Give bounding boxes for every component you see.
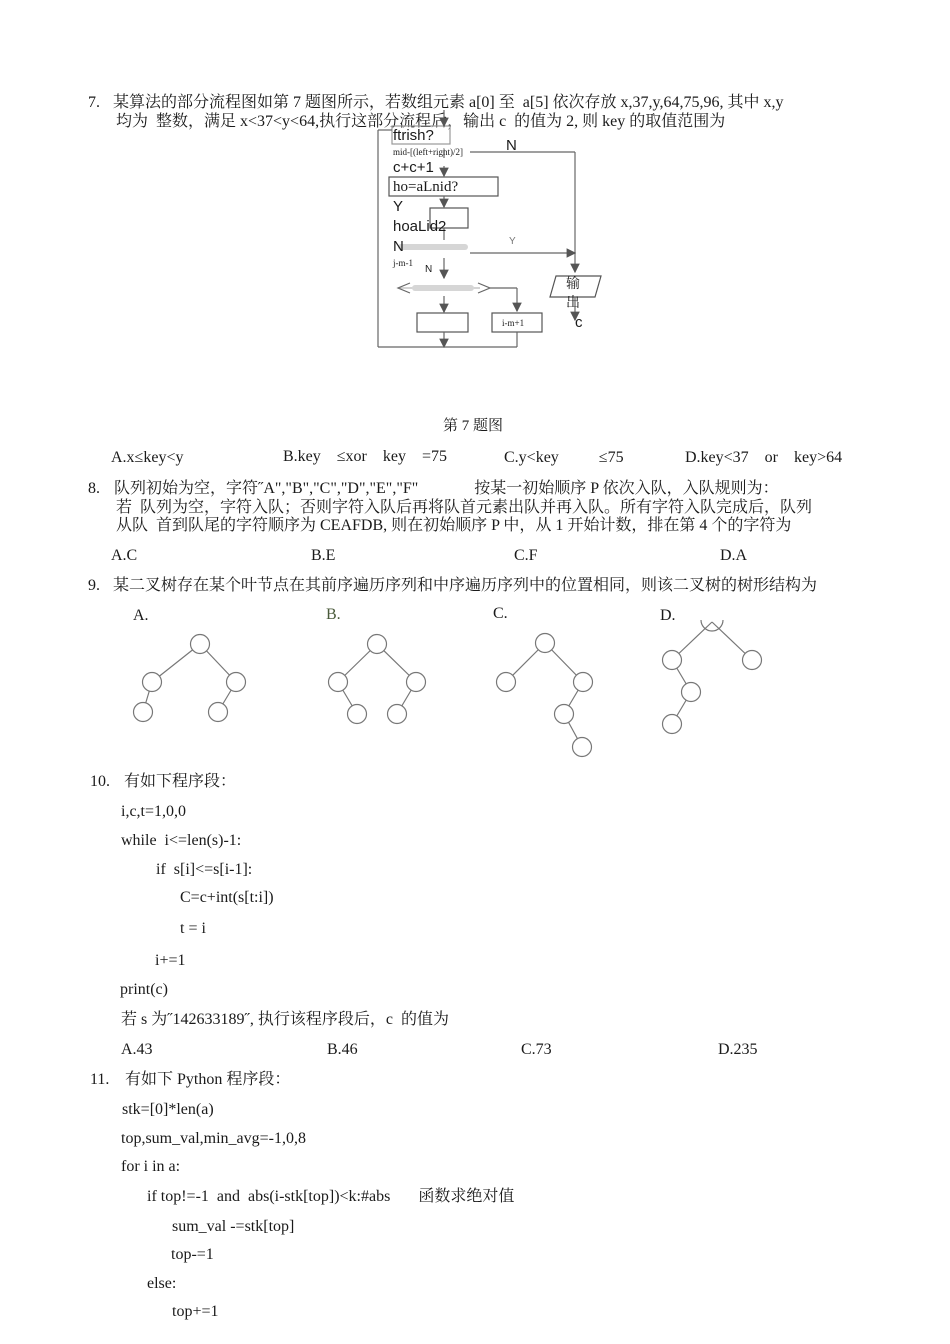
q8-option-b: B.E <box>311 547 336 564</box>
q7-flow-output-label: 输 <box>566 277 580 292</box>
tree-a <box>134 635 246 722</box>
q8-number: 8. <box>88 480 100 497</box>
q9-label-d: D. <box>660 607 676 624</box>
q7-flow-box-im1: i-m+1 <box>502 318 525 328</box>
q8-option-a: A.C <box>111 547 138 564</box>
q7-flow-label-n-small: N <box>425 264 433 275</box>
q7-flow-text-ho: ho=aLnid? <box>393 179 459 195</box>
q11-number: 11. <box>90 1071 110 1088</box>
q7-flow-output-c: c <box>575 314 583 331</box>
q7-flow-label-y-mid: Y <box>509 236 516 247</box>
q10-stem: 若 s 为˝142633189˝, 执行该程序段后，c 的值为 <box>121 1011 449 1028</box>
q10-option-d: D.235 <box>718 1041 758 1058</box>
q9-label-b: B. <box>326 606 341 623</box>
q9-number: 9. <box>88 577 100 594</box>
q10-option-a: A.43 <box>121 1041 153 1058</box>
q7-flow-text-jm1: j-m-1 <box>393 258 413 268</box>
q7-flow-label-n-right: N <box>506 137 517 154</box>
q10-code-line3: if s[i]<=s[i-1]: <box>156 861 253 878</box>
q7-option-a: A.x≤key<y <box>111 449 184 466</box>
q8-option-c: C.F <box>514 547 538 564</box>
q10-code-line4: C=c+int(s[t:i]) <box>180 889 274 906</box>
q9-stem: 某二叉树存在某个叶节点在其前序遍历序列和中序遍历序列中的位置相同，则该二叉树的树形结构为 <box>113 577 818 594</box>
q11-code-line2: top,sum_val,min_avg=-1,0,8 <box>121 1130 307 1147</box>
q7-option-b: B.key ≤xor key =75 <box>283 448 448 465</box>
q11-code-line3: for i in a: <box>121 1158 181 1175</box>
q10-option-c: C.73 <box>521 1041 552 1058</box>
q10-code-line1: i,c,t=1,0,0 <box>121 803 187 820</box>
q8-stem-line3: 从队 首到队尾的字符顺序为 CEAFDB, 则在初始顺序 P 中，从 1 开始计数，排在第 4 个的字符为 <box>116 517 792 534</box>
q7-stem-line1: 某算法的部分流程图如第 7 题图所示，若数组元素 a[0] 至 a[5] 依次存放 x,37,y,64,75,96, 其中 x,y <box>113 94 784 111</box>
tree-c <box>497 634 593 757</box>
q11-code-line1: stk=[0]*len(a) <box>122 1101 214 1118</box>
q9-label-a: A. <box>133 607 149 624</box>
q7-flow-label-y: Y <box>393 198 404 215</box>
q7-option-c: C.y<key ≤75 <box>504 449 624 466</box>
q11-code-line7: else: <box>147 1275 177 1292</box>
q7-option-d: D.key<37 or key>64 <box>685 449 843 466</box>
q7-flow-output-label2: 出 <box>566 296 580 311</box>
q8-stem-line2: 若 队列为空，字符入队；否则字符入队后再将队首元素出队并再入队。所有字符入队完成后，队列 <box>116 499 813 516</box>
q10-code-line7: print(c) <box>120 981 168 998</box>
q7-flow-text-c: c+c+1 <box>393 159 434 176</box>
q9-label-c: C. <box>493 605 508 622</box>
q10-code-line5: t = i <box>180 920 206 937</box>
q10-number: 10. <box>90 773 110 790</box>
q10-option-b: B.46 <box>327 1041 358 1058</box>
q10-intro: 有如下程序段： <box>124 773 237 790</box>
q11-code-line5: sum_val -=stk[top] <box>172 1218 295 1235</box>
q7-flow-text-ftrish: ftrish? <box>393 127 434 144</box>
q8-option-d: D.A <box>720 547 748 564</box>
q7-number: 7. <box>88 94 100 111</box>
q7-flow-text-hoalid: hoaLid2 <box>393 218 447 235</box>
q10-code-line2: while i<=len(s)-1: <box>121 832 242 849</box>
tree-b <box>329 635 426 724</box>
q11-code-line4: if top!=-1 and abs(i-stk[top])<k:#abs 函数求绝对值 <box>147 1188 515 1205</box>
q10-code-line6: i+=1 <box>155 952 186 969</box>
tree-d <box>663 620 762 734</box>
q7-figure-caption: 第 7 题图 <box>443 418 504 434</box>
q11-code-line6: top-=1 <box>171 1246 214 1263</box>
q8-stem-line1: 队列初始为空，字符˝A","B","C","D","E","F" 按某一初始顺序 P 依次入队，入队规则为： <box>114 480 779 497</box>
q11-code-line8: top+=1 <box>172 1303 219 1320</box>
q7-flow-label-n: N <box>393 238 404 255</box>
q11-intro: 有如下 Python 程序段： <box>125 1071 291 1088</box>
q7-flow-text-mid: mid-[(left+right)/2] <box>393 147 464 157</box>
q7-stem-line2: 均为 整数，满足 x<37<y<64,执行这部分流程后，输出 c 的值为 2, 则 key 的取值范围为 <box>116 113 726 130</box>
